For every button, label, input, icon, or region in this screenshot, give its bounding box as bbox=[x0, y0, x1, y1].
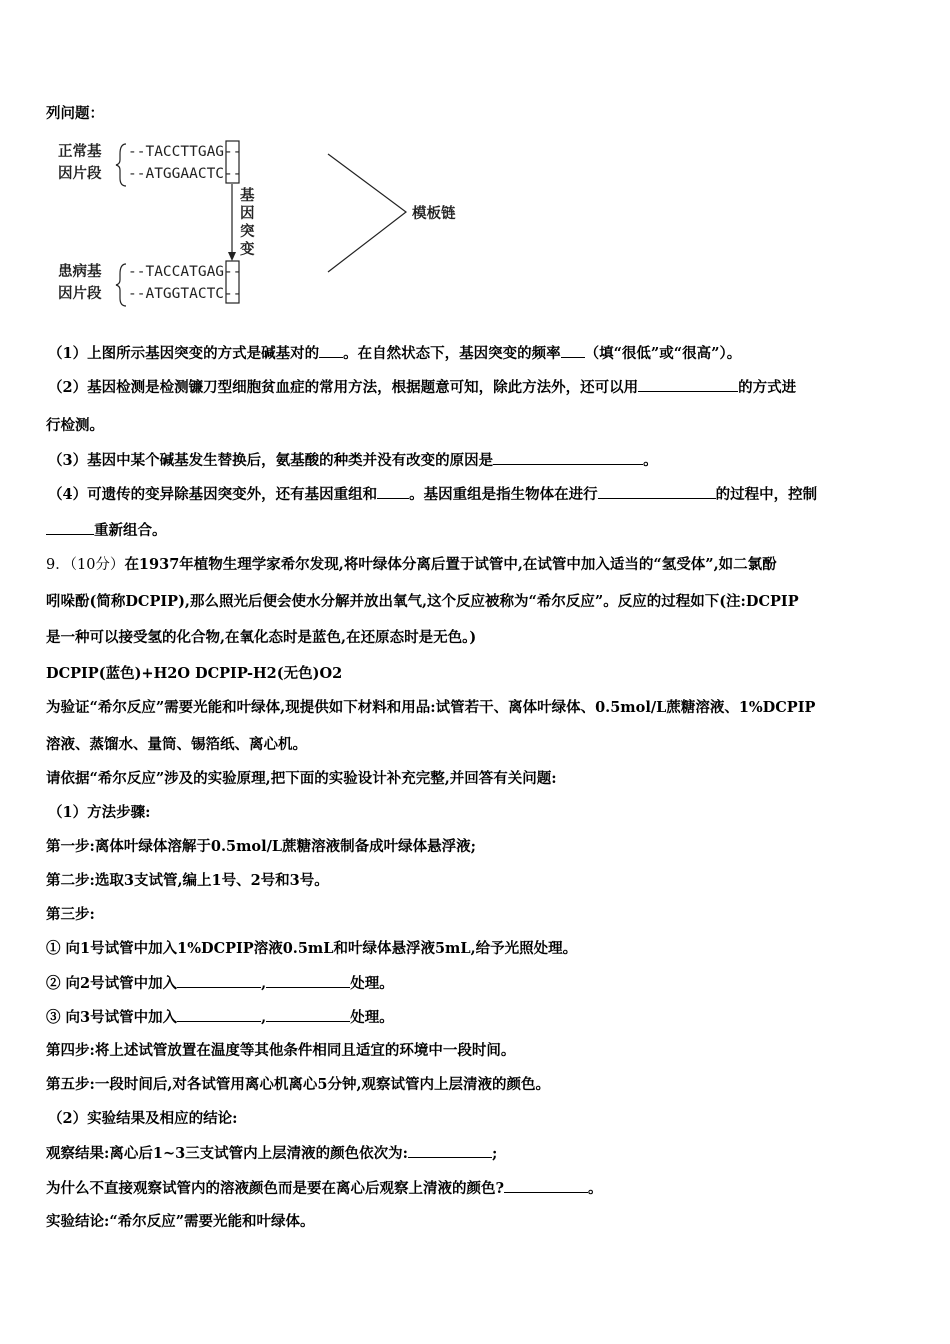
question-number: 9．（10分） bbox=[46, 557, 125, 573]
q9-equation: DCPIP(蓝色)+H2O DCPIP-H2(无色)O2 bbox=[46, 665, 343, 682]
disease-strand-1: --TACCATGAG-- bbox=[128, 264, 242, 280]
q9-why-question: 为什么不直接观察试管内的溶液颜色而是要在离心后观察上清液的颜色? 。 bbox=[46, 1180, 603, 1197]
q9-method-heading: （1）方法步骤: bbox=[48, 804, 151, 821]
q9-line-1: 9．（10分）在1937年植物生理学家希尔发现,将叶绿体分离后置于试管中,在试管中加入适当的“氢受体”,如二氯酚 bbox=[46, 556, 777, 573]
q9-observation: 观察结果:离心后1~3三支试管内上层清液的颜色依次为: ; bbox=[46, 1145, 498, 1162]
normal-label-1: 正常基 bbox=[58, 143, 102, 160]
answer-blank[interactable] bbox=[408, 1143, 492, 1158]
mutation-char-2: 因 bbox=[240, 205, 255, 222]
q8-part1: （1）上图所示基因突变的方式是碱基对的 。在自然状态下，基因突变的频率 （填“很低”或“很高”）。 bbox=[48, 345, 742, 362]
q9-step-5: 第五步:一段时间后,对各试管用离心机离心5分钟,观察试管内上层清液的颜色。 bbox=[46, 1076, 551, 1093]
disease-brace bbox=[116, 264, 126, 306]
answer-blank[interactable] bbox=[177, 1007, 261, 1022]
answer-blank[interactable] bbox=[319, 343, 343, 358]
disease-label-1: 患病基 bbox=[58, 263, 102, 280]
template-label: 模板链 bbox=[412, 205, 456, 222]
intro-text: 列问题： bbox=[46, 105, 104, 122]
answer-blank[interactable] bbox=[598, 484, 716, 499]
disease-strand-2: --ATGGTACTC-- bbox=[128, 286, 242, 302]
mutation-char-1: 基 bbox=[240, 187, 255, 204]
q9-conclusion: 实验结论:“希尔反应”需要光能和叶绿体。 bbox=[46, 1213, 315, 1230]
answer-blank[interactable] bbox=[504, 1178, 588, 1193]
q9-results-heading: （2）实验结果及相应的结论: bbox=[48, 1110, 238, 1127]
answer-blank[interactable] bbox=[493, 450, 643, 465]
q9-step-1: 第一步:离体叶绿体溶解于0.5mol/L蔗糖溶液制备成叶绿体悬浮液; bbox=[46, 838, 476, 855]
normal-brace bbox=[116, 144, 126, 186]
disease-label-2: 因片段 bbox=[58, 285, 102, 302]
q9-line-3: 是一种可以接受氢的化合物,在氧化态时是蓝色,在还原态时是无色。) bbox=[46, 629, 477, 646]
mutation-arrow-head bbox=[228, 252, 236, 261]
answer-blank[interactable] bbox=[377, 484, 409, 499]
q9-line-5: 为验证“希尔反应”需要光能和叶绿体,现提供如下材料和用品:试管若干、离体叶绿体、0.5mol/L蔗糖溶液、1%DCPIP bbox=[46, 699, 816, 716]
answer-blank[interactable] bbox=[638, 377, 738, 392]
q9-line-2: 吲哚酚(简称DCPIP),那么照光后便会使水分解并放出氧气,这个反应被称为“希尔反应”。反应的过程如下(注:DCPIP bbox=[46, 593, 799, 610]
q8-part2-cont: 行检测。 bbox=[46, 417, 104, 434]
answer-blank[interactable] bbox=[266, 1007, 350, 1022]
answer-blank[interactable] bbox=[46, 520, 94, 535]
q9-line-6: 溶液、蒸馏水、量筒、锡箔纸、离心机。 bbox=[46, 736, 307, 753]
template-pointer-lines bbox=[328, 154, 406, 272]
q8-part4: （4）可遗传的变异除基因突变外，还有基因重组和 。基因重组是指生物体在进行 的过程中，控制 bbox=[48, 486, 818, 503]
q9-step-4: 第四步:将上述试管放置在温度等其他条件相同且适宜的环境中一段时间。 bbox=[46, 1042, 516, 1059]
q9-step-2: 第二步:选取3支试管,编上1号、2号和3号。 bbox=[46, 872, 329, 889]
mutation-char-3: 突 bbox=[240, 223, 255, 240]
normal-label-2: 因片段 bbox=[58, 165, 102, 182]
q9-step-3-tube2: ② 向2号试管中加入 , 处理。 bbox=[46, 975, 394, 992]
gene-mutation-diagram bbox=[56, 132, 486, 312]
q8-part4-cont: 重新组合。 bbox=[46, 520, 167, 541]
q8-part2: （2）基因检测是检测镰刀型细胞贫血症的常用方法，根据题意可知，除此方法外，还可以用 的方式进 bbox=[48, 379, 797, 396]
answer-blank[interactable] bbox=[561, 343, 585, 358]
q8-part3: （3）基因中某个碱基发生替换后，氨基酸的种类并没有改变的原因是 。 bbox=[48, 452, 658, 469]
mutation-char-4: 变 bbox=[240, 241, 255, 258]
normal-strand-1: --TACCTTGAG-- bbox=[128, 144, 242, 160]
answer-blank[interactable] bbox=[266, 973, 350, 988]
answer-blank[interactable] bbox=[177, 973, 261, 988]
q9-step-3: 第三步: bbox=[46, 906, 95, 923]
q9-line-7: 请依据“希尔反应”涉及的实验原理,把下面的实验设计补充完整,并回答有关问题: bbox=[46, 770, 557, 787]
normal-strand-2: --ATGGAACTC-- bbox=[128, 166, 242, 182]
q9-step-3-tube3: ③ 向3号试管中加入 , 处理。 bbox=[46, 1009, 394, 1026]
q9-step-3-tube1: ① 向1号试管中加入1%DCPIP溶液0.5mL和叶绿体悬浮液5mL,给予光照处理。 bbox=[46, 940, 578, 957]
